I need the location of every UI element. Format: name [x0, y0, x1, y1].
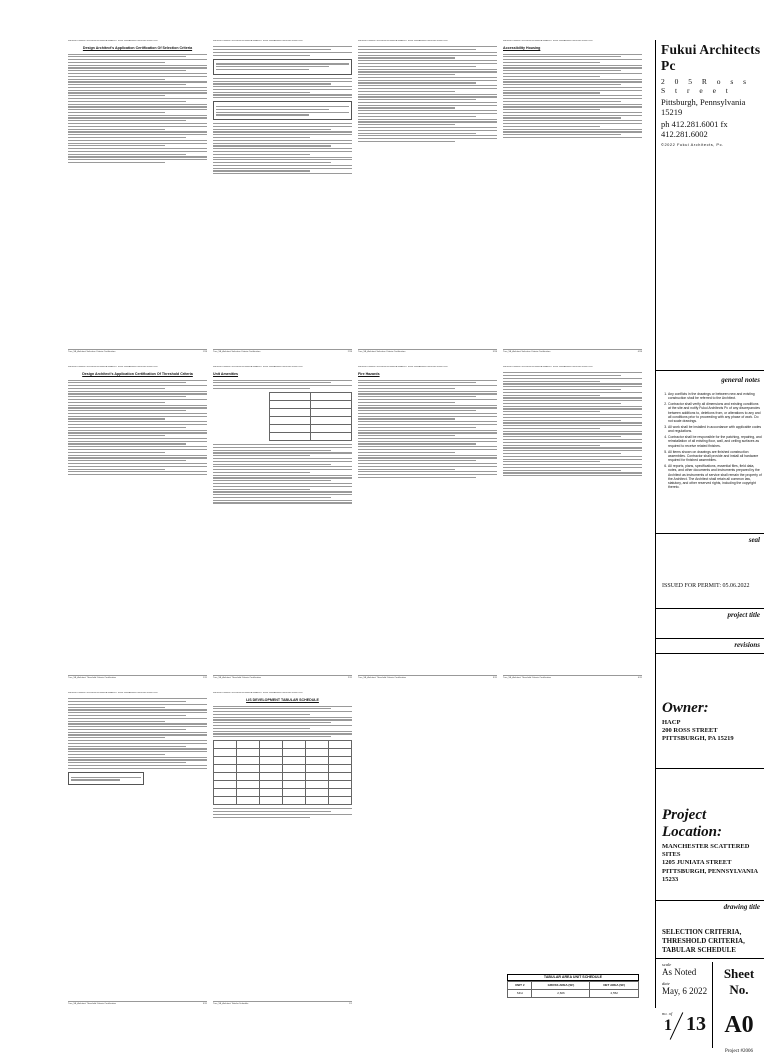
- panel-header: PENNSYLVANIA HOUSING FINANCE AGENCY 2021 UNDERWRITING APPLICATION: [213, 366, 303, 368]
- col-header: GROSS AREA (SF): [532, 982, 590, 990]
- owner-block: [662, 700, 734, 744]
- divider: [656, 638, 764, 639]
- certification-panels: [68, 40, 648, 1008]
- panel-threshold-criteria-4: [503, 366, 642, 680]
- divider: [656, 768, 764, 769]
- divider: [656, 370, 764, 371]
- project-number: Project #2006: [725, 1049, 753, 1054]
- panel-title: Design Architect's Application Certification Of Selection Criteria: [82, 46, 193, 51]
- drawing-title-label: drawing title: [723, 903, 760, 911]
- panel-footer: Trav_5B_Architect Threshold Criteria Certification 1/11: [68, 676, 207, 679]
- sheet-no-label: Sheet No.: [723, 966, 755, 997]
- general-notes: [660, 392, 762, 491]
- date-value: May, 6 2022: [662, 986, 708, 996]
- scale-value: As Noted: [662, 967, 697, 977]
- scale-label: scale: [662, 962, 672, 967]
- project-line: PITTSBURGH, PENNSYLVANIA: [662, 867, 759, 875]
- revisions-label: revisions: [734, 641, 760, 649]
- col-header: NET AREA (SF): [590, 982, 639, 990]
- sheet-number: 1: [664, 1017, 672, 1034]
- panel-footer: Trav_5B_Architect Selection Criteria Certification 2/19: [213, 350, 352, 353]
- panel-footer: Trav_5B_Architect Threshold Criteria Certification 2/11: [213, 676, 352, 679]
- panel-selection-criteria-1: [68, 40, 207, 354]
- panel-header: PENNSYLVANIA HOUSING FINANCE AGENCY 2021 UNDERWRITING APPLICATION: [213, 40, 303, 42]
- panel-threshold-criteria-5: [68, 692, 207, 1006]
- panel-header: PENNSYLVANIA HOUSING FINANCE AGENCY 2021 UNDERWRITING APPLICATION: [503, 40, 593, 42]
- drawing-title: [662, 928, 745, 954]
- note-item: 1. Any conflicts in the drawings or between new and existing construction shall be referred to the Architect.: [668, 392, 762, 401]
- project-location-label: Project Location:: [662, 807, 722, 840]
- panel-footer: Trav_5B_Architect Selection Criteria Certification 4/19: [503, 350, 642, 353]
- drawing-title-line: TABULAR SCHEDULE: [662, 945, 736, 954]
- sheet-number-block: [712, 962, 765, 1054]
- scale-date-block: [662, 962, 707, 996]
- note-item: 5. All items shown on drawings are finished construction assemblies. Contractor shall provide and install all hardware required for finished assemblies.: [668, 450, 762, 463]
- panel-title: Accessibility Housing: [503, 46, 541, 51]
- panel-footer: Trav_5B_Architect Selection Criteria Certification 3/19: [358, 350, 497, 353]
- panel-footer: Trav_5B_Architect Threshold Criteria Certification 5/11: [68, 1002, 207, 1005]
- panel-footer: Trav_5B_Architect Threshold Criteria Certification 4/11: [503, 676, 642, 679]
- owner-line: HACP: [662, 719, 681, 726]
- tabular-schedule-table: [507, 981, 639, 998]
- panel-header: PENNSYLVANIA HOUSING FINANCE AGENCY 2021 UNDERWRITING APPLICATION: [213, 692, 303, 694]
- issued-for-permit: ISSUED FOR PERMIT: 05.06.2022: [662, 583, 750, 589]
- panel-header: PENNSYLVANIA HOUSING FINANCE AGENCY 2021 UNDERWRITING APPLICATION: [503, 366, 593, 368]
- table-cell: SFH: [508, 990, 532, 998]
- tabular-schedule-title: TABULAR AREA UNIT SCHEDULE: [507, 974, 639, 981]
- firm-city: Pittsburgh, Pennsylvania 15219: [661, 97, 746, 117]
- panel-threshold-criteria-2: [213, 366, 352, 680]
- general-notes-label: general notes: [721, 376, 760, 384]
- sheet-of-label: no. of: [662, 1011, 673, 1016]
- panel-footer: Trav_5B_Architect Tabular Schedule 1/1: [213, 1002, 352, 1005]
- project-line: 15233: [662, 875, 679, 883]
- table-cell: 2,606: [532, 990, 590, 998]
- project-line: 1205 JUNIATA STREET: [662, 859, 732, 867]
- owner-line: PITTSBURGH, PA 15219: [662, 735, 734, 743]
- panel-header: PENNSYLVANIA HOUSING FINANCE AGENCY 2021 UNDERWRITING APPLICATION: [358, 366, 448, 368]
- firm-address: 2 0 5 R o s s S t r e e t: [661, 77, 751, 95]
- project-title-label: project title: [727, 611, 760, 619]
- divider: [656, 608, 764, 609]
- panel-threshold-criteria-1: [68, 366, 207, 680]
- project-line: MANCHESTER SCATTERED SITES: [662, 843, 750, 859]
- panel-footer: Trav_5B_Architect Threshold Criteria Certification 3/11: [358, 676, 497, 679]
- divider: [656, 533, 764, 534]
- panel-threshold-criteria-3: [358, 366, 497, 680]
- tabular-area-unit-schedule: [507, 974, 639, 998]
- panel-header: PENNSYLVANIA HOUSING FINANCE AGENCY 2021 UNDERWRITING APPLICATION: [68, 366, 158, 368]
- firm-name: Fukui Architects Pc: [661, 42, 761, 73]
- panel-title: Unit Amenities: [213, 372, 239, 377]
- firm-header: [661, 42, 763, 147]
- panel-footer: Trav_5B_Architect Selection Criteria Certification 1/19: [68, 350, 207, 353]
- sheet-no: A0: [724, 1012, 754, 1038]
- drawing-title-line: SELECTION CRITERIA,: [662, 928, 742, 936]
- title-block: [655, 40, 764, 1054]
- panel-header: PENNSYLVANIA HOUSING FINANCE AGENCY 2021 UNDERWRITING APPLICATION: [68, 692, 158, 694]
- note-item: 2. Contractor shall verify all dimensions and existing conditions at the site and notify Fukui Architects Pc of any discrepancies between additions to, deletions from, or alterations to any and all conditions prior to proceeding with any phase of work. Do not scale drawings.: [668, 402, 762, 423]
- divider: [656, 653, 764, 654]
- panel-selection-criteria-2: [213, 40, 352, 354]
- panel-header: PENNSYLVANIA HOUSING FINANCE AGENCY 2021 UNDERWRITING APPLICATION: [358, 40, 448, 42]
- note-item: 6. All reports, plans, specifications, essential files, field data, notes, and other documents and instruments prepared by the Architect as instruments of service shall remain the property of the Architect. The Architect shall retain all common law, statutory, and other reserved rights, including the copyright thereto.: [668, 464, 762, 490]
- firm-copyright: ©2022 Fukui Architects, Pc.: [661, 142, 724, 147]
- panel-title: Design Architect's Application Certification Of Threshold Criteria: [82, 372, 193, 377]
- panel-selection-criteria-3: [358, 40, 497, 354]
- panel-tabular-schedule: [213, 692, 352, 1006]
- table-cell: 2,552: [590, 990, 639, 998]
- panel-title: LIS DEVELOPMENT TABULAR SCHEDULE: [246, 698, 319, 703]
- owner-line: 200 ROSS STREET: [662, 727, 718, 735]
- sheet-total: 13: [686, 1013, 706, 1035]
- panel-title: Fire Hazards: [358, 372, 380, 377]
- drawing-title-line: THRESHOLD CRITERIA,: [662, 936, 745, 945]
- project-location-block: [662, 807, 764, 884]
- note-item: 4. Contractor shall be responsible for the patching, repairing, and reinstallation of all existing floor, wall, and ceiling surfaces as required to receive related finishes.: [668, 435, 762, 448]
- panel-header: PENNSYLVANIA HOUSING FINANCE AGENCY 2021 UNDERWRITING APPLICATION: [68, 40, 158, 42]
- panel-blank: [358, 692, 497, 1006]
- seal-label: seal: [748, 536, 760, 544]
- divider: [656, 958, 764, 959]
- firm-phone: ph 412.281.6001 fx 412.281.6002: [661, 119, 728, 139]
- col-header: UNIT #: [508, 982, 532, 990]
- panel-selection-criteria-4: [503, 40, 642, 354]
- panel-tabular-area-schedule: [503, 692, 642, 1006]
- date-label: date: [662, 981, 670, 986]
- note-item: 3. All work shall be installed in accordance with applicable codes and regulations.: [668, 425, 762, 434]
- divider: [656, 900, 764, 901]
- owner-label: Owner:: [662, 700, 709, 716]
